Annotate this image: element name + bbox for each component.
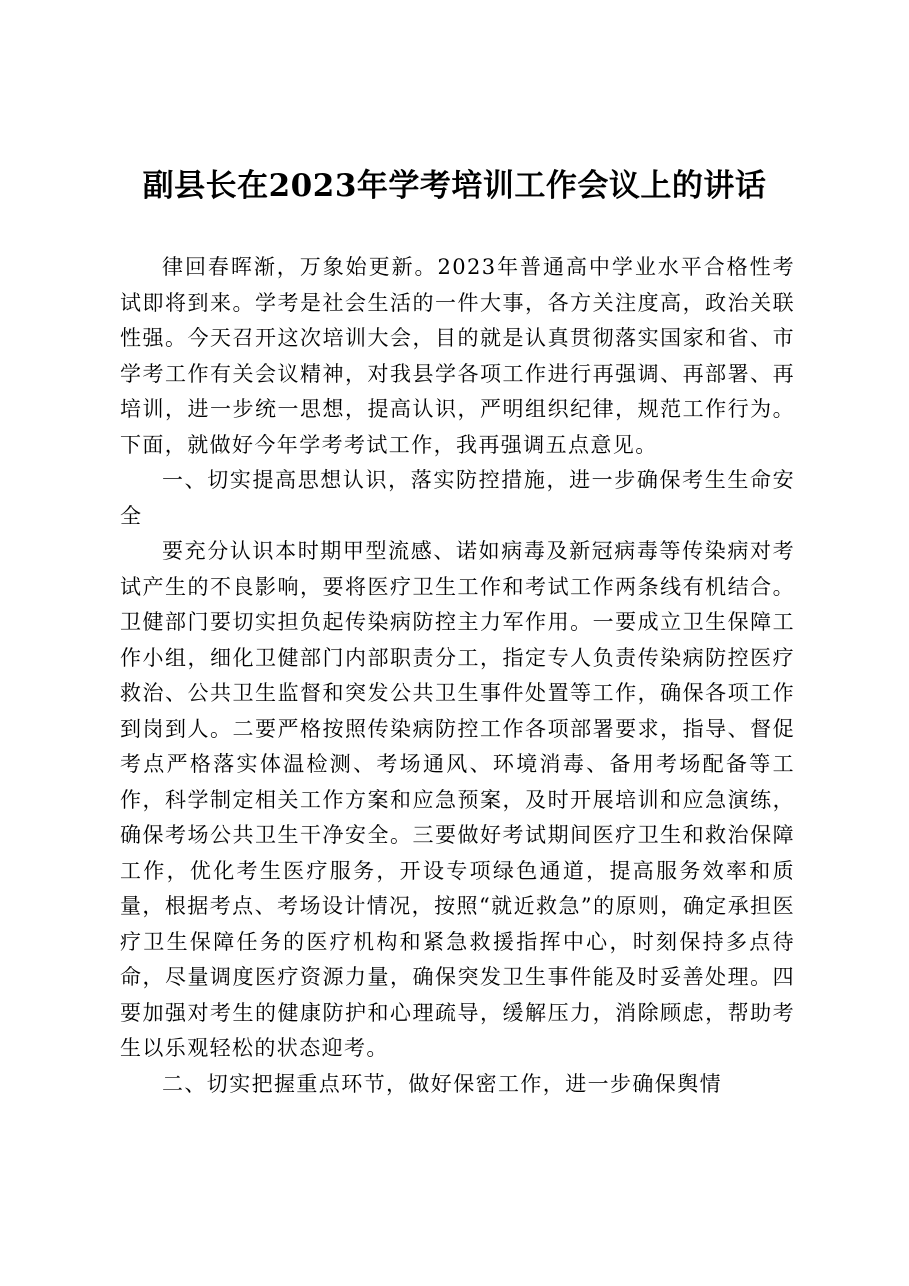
document-title: 副县长在2023年学考培训工作会议上的讲话 [142,168,767,204]
paragraph-intro: 律回春晖渐，万象始更新。2023年普通高中学业水平合格性考试即将到来。学考是社会生活的一件大事，各方关注度高，政治关联性强。今天召开这次培训大会，目的就是认真贯彻落实国家和省、市学考工作有关会议精神，对我县学各项工作进行再强调、再部署、再培训，进一步统一思想，提高认识，严明组织纪律，规范工作行为。下面，就做好今年学考考试工作，我再强调五点意见。 [120,255,795,457]
section-heading-1: 一、切实提高思想认识，落实防控措施，进一步确保考生生命安全 [120,468,795,528]
document-body [120,250,795,1102]
section-heading-2: 二、切实把握重点环节，做好保密工作，进一步确保舆情 [162,1071,722,1096]
paragraph-section-1-body: 要充分认识本时期甲型流感、诺如病毒及新冠病毒等传染病对考试产生的不良影响，要将医疗卫生工作和考试工作两条线有机结合。卫健部门要切实担负起传染病防控主力军作用。一要成立卫生保障工作小组，细化卫健部门内部职责分工，指定专人负责传染病防控医疗救治、公共卫生监督和突发公共卫生事件处置等工作，确保各项工作到岗到人。二要严格按照传染病防控工作各项部署要求，指导、督促考点严格落实体温检测、考场通风、环境消毒、备用考场配备等工作，科学制定相关工作方案和应急预案，及时开展培训和应急演练，确保考场公共卫生干净安全。三要做好考试期间医疗卫生和救治保障工作，优化考生医疗服务，开设专项绿色通道，提高服务效率和质量，根据考点、考场设计情况，按照“就近救急”的原则，确定承担医疗卫生保障任务的医疗机构和紧急救援指挥中心，时刻保持多点待命，尽量调度医疗资源力量，确保突发卫生事件能及时妥善处理。四要加强对考生的健康防护和心理疏导，缓解压力，消除顾虑，帮助考生以乐观轻松的状态迎考。 [120,539,795,1060]
